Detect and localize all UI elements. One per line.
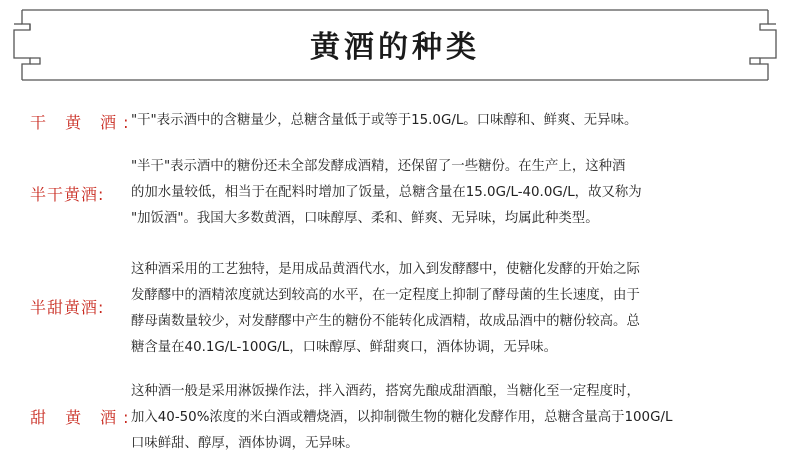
description-line: 加入40-50%浓度的米白酒或糟烧酒，以抑制微生物的糖化发酵作用，总糖含量高于100G/L <box>131 410 673 425</box>
page-title: 黄酒的种类 <box>310 30 480 65</box>
term-description <box>131 108 771 134</box>
term-description <box>131 154 771 232</box>
description-line: "干"表示酒中的含糖量少，总糖含量低于或等于15.0G/L。口味醇和、鲜爽、无异味。 <box>131 113 638 128</box>
title-banner <box>0 0 790 88</box>
term-description <box>131 257 771 361</box>
term-label: 甜 黄 酒: <box>30 408 136 427</box>
term-label: 干 黄 酒: <box>30 113 136 132</box>
description-line: 糖含量在40.1G/L-100G/L，口味醇厚、鲜甜爽口，酒体协调，无异味。 <box>131 340 558 355</box>
description-line: "加饭酒"。我国大多数黄酒，口味醇厚、柔和、鲜爽、无异味，均属此种类型。 <box>131 211 599 226</box>
description-line: "半干"表示酒中的糖份还未全部发酵成酒精，还保留了一些糖份。在生产上，这种酒 <box>131 159 626 174</box>
description-line: 的加水量较低，相当于在配料时增加了饭量，总糖含量在15.0G/L-40.0G/L，故又称为 <box>131 185 642 200</box>
description-line: 口味鲜甜、醇厚，酒体协调，无异味。 <box>131 436 359 451</box>
description-line: 这种酒一般是采用淋饭操作法，拌入酒药，搭窝先酿成甜酒酿，当糖化至一定程度时， <box>131 384 640 399</box>
description-line: 酵母菌数量较少，对发酵醪中产生的糖份不能转化成酒精，故成品酒中的糖份较高。总 <box>131 314 640 329</box>
term-description <box>131 379 771 457</box>
term-label: 半干黄酒: <box>30 185 105 204</box>
term-label: 半甜黄酒: <box>30 298 105 317</box>
description-line: 这种酒采用的工艺独特，是用成品黄酒代水，加入到发酵醪中，使糖化发酵的开始之际 <box>131 262 640 277</box>
description-line: 发酵醪中的酒精浓度就达到较高的水平，在一定程度上抑制了酵母菌的生长速度，由于 <box>131 288 640 303</box>
